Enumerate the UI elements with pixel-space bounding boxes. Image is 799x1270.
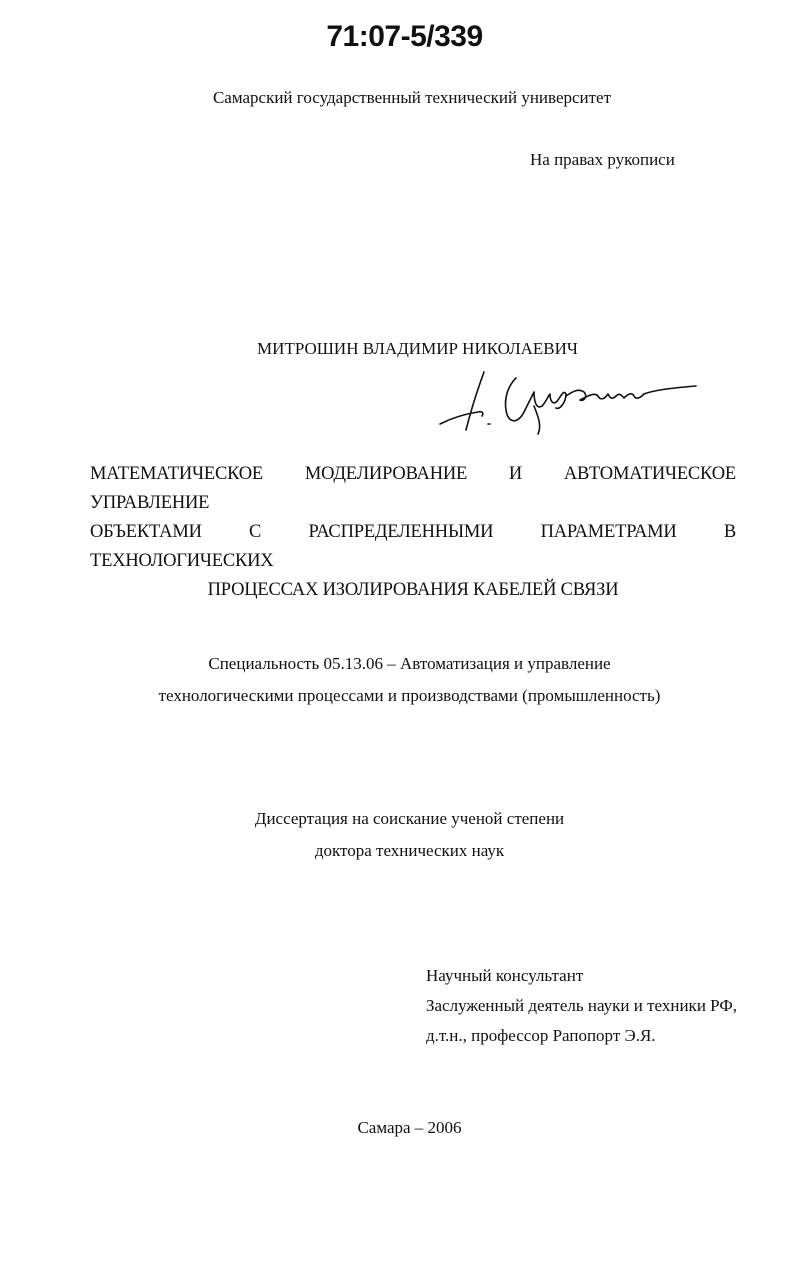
- city-year: Самара – 2006: [357, 1118, 462, 1137]
- university-name: Самарский государственный технический университет: [212, 88, 612, 107]
- catalog-number: 71:07-5/339: [326, 20, 483, 53]
- specialty-block: [0, 648, 799, 712]
- dissertation-title: [90, 460, 736, 605]
- degree-line: доктора технических наук: [314, 841, 505, 860]
- specialty-line: технологическими процессами и производствами (промышленность): [158, 686, 661, 705]
- handwritten-signature-icon: [438, 366, 700, 436]
- consultant-block: [426, 961, 737, 1051]
- author-name: МИТРОШИН ВЛАДИМИР НИКОЛАЕВИЧ: [257, 339, 578, 358]
- consultant-line: д.т.н., профессор Рапопорт Э.Я.: [426, 1026, 656, 1045]
- title-line: ОБЪЕКТАМИ С РАСПРЕДЕЛЕННЫМИ ПАРАМЕТРАМИ В ТЕХНОЛОГИЧЕСКИХ: [90, 522, 736, 571]
- specialty-line: Специальность 05.13.06 – Автоматизация и управление: [208, 654, 611, 673]
- rights-notice: На правах рукописи: [530, 150, 675, 169]
- consultant-line: Научный консультант: [426, 966, 584, 985]
- consultant-line: Заслуженный деятель науки и техники РФ,: [426, 996, 738, 1015]
- title-line: ПРОЦЕССАХ ИЗОЛИРОВАНИЯ КАБЕЛЕЙ СВЯЗИ: [207, 580, 619, 600]
- title-line: МАТЕМАТИЧЕСКОЕ МОДЕЛИРОВАНИЕ И АВТОМАТИЧЕСКОЕ УПРАВЛЕНИЕ: [90, 464, 736, 513]
- degree-block: [0, 803, 799, 867]
- degree-line: Диссертация на соискание ученой степени: [254, 809, 565, 828]
